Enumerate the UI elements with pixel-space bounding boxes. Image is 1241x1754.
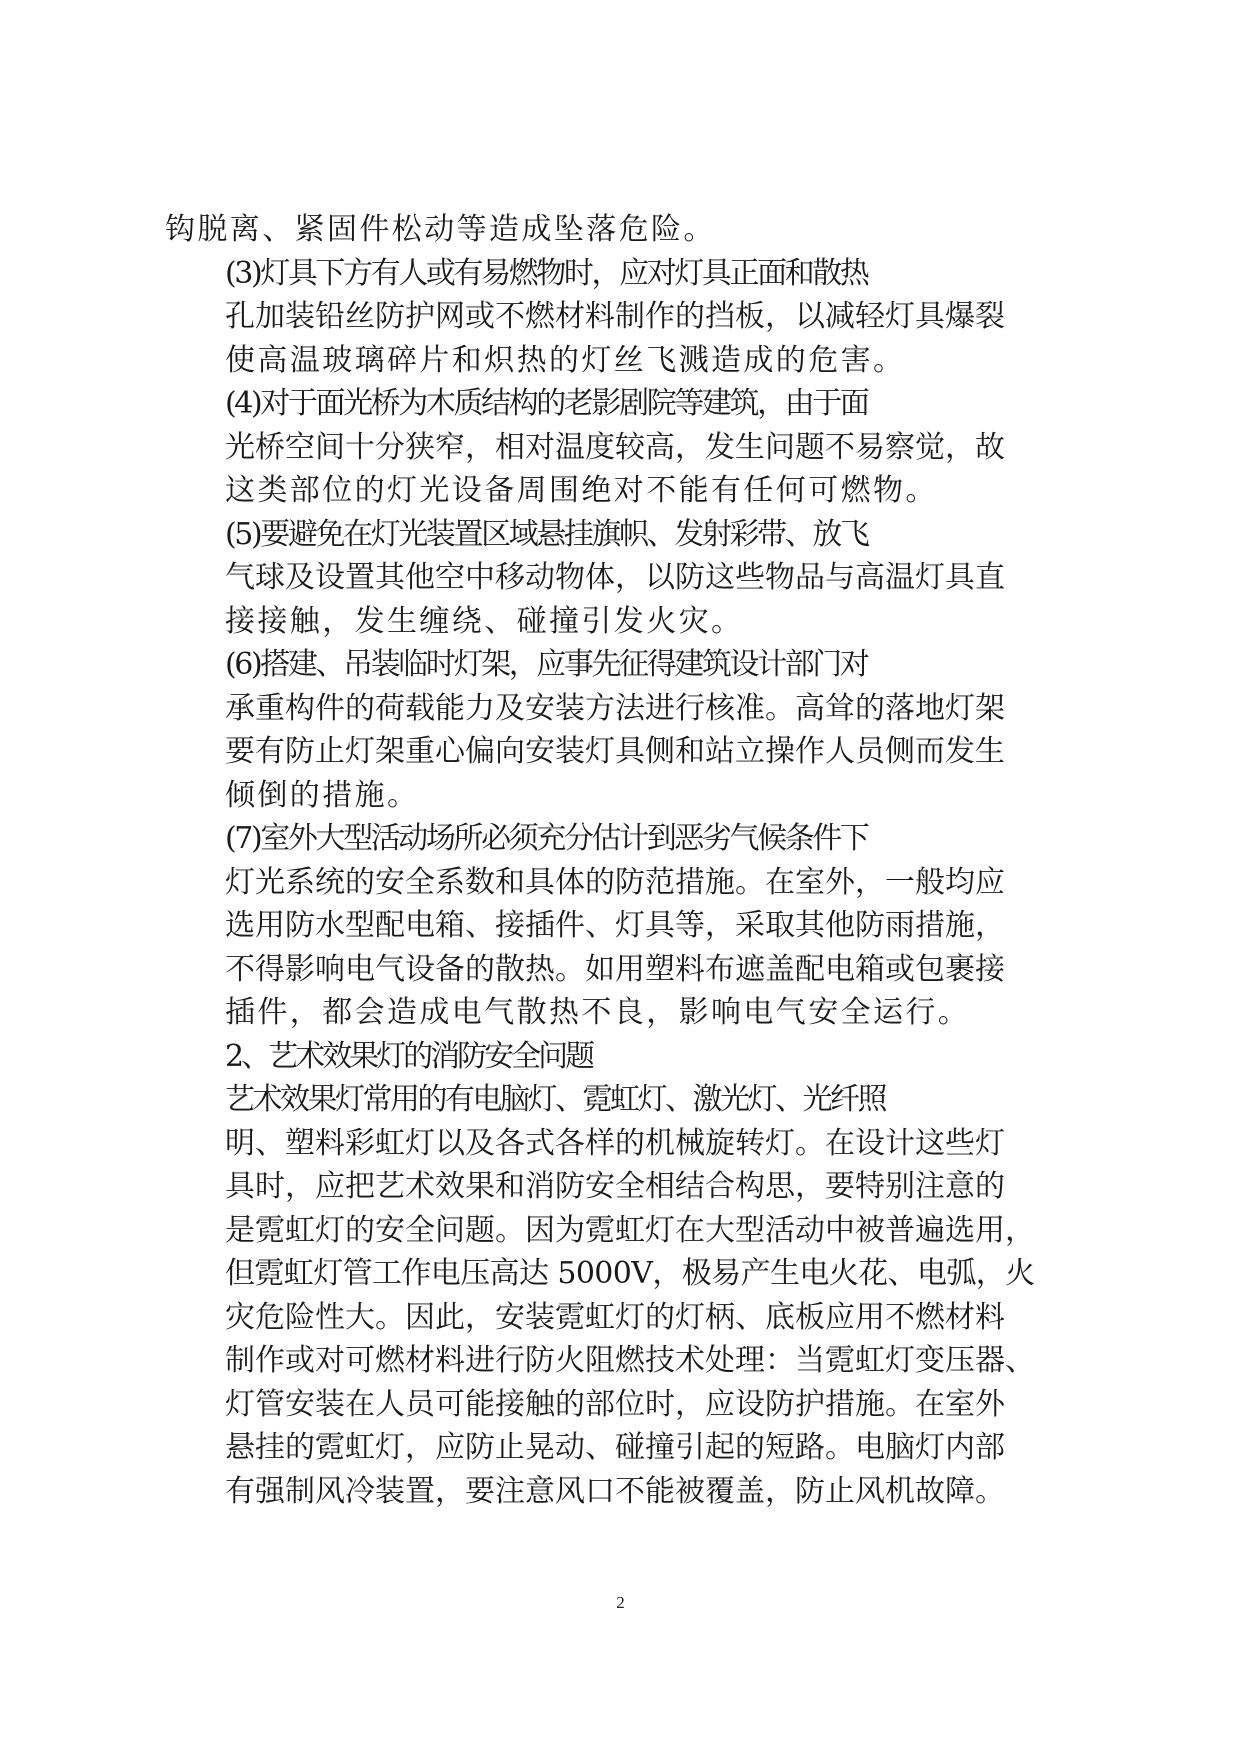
text-line: 倾倒的措施。 (225, 777, 420, 813)
text-line: 插件，都会造成电气散热不良，影响电气安全运行。 (225, 995, 971, 1030)
text-line: 承重构件的荷载能力及安装方法进行核准。高耸的落地灯架 (225, 690, 1005, 726)
text-line: 气球及设置其他空中移动物体，以防这些物品与高温灯具直 (225, 560, 1005, 595)
text-line: (3)灯具下方有人或有易燃物时，应对灯具正面和散热 (225, 255, 868, 291)
text-line: (7)室外大型活动场所必须充分估计到恶劣气候条件下 (225, 821, 868, 856)
paragraph (165, 817, 1035, 1035)
text-line: 制作或对可燃材料进行防火阻燃技术处理：当霓虹灯变压器、 (225, 1343, 1035, 1378)
text-line: (5)要避免在灯光装置区域悬挂旗帜、发射彩带、放飞 (225, 516, 868, 552)
paragraph (165, 208, 1035, 252)
text-line: 选用防水型配电箱、接插件、灯具等，采取其他防雨措施， (225, 908, 1005, 943)
page-number: 2 (616, 1593, 625, 1612)
text-line: 具时，应把艺术效果和消防安全相结合构思，要特别注意的 (225, 1169, 1005, 1204)
text-line: 悬挂的霓虹灯，应防止晃动、碰撞引起的短路。电脑灯内部 (225, 1430, 1005, 1465)
text-line: 明、塑料彩虹灯以及各式各样的机械旋转灯。在设计这些灯 (225, 1125, 1005, 1161)
text-line: 钩脱离、紧固件松动等造成坠落危险。 (165, 212, 716, 247)
text-line: 有强制风冷装置，要注意风口不能被覆盖，防止风机故障。 (225, 1473, 1005, 1509)
text-line: 光桥空间十分狭窄，相对温度较高，发生问题不易察觉，故 (225, 429, 1005, 465)
text-line: 但霓虹灯管工作电压高达 5000V，极易产生电火花、电弧，火 (225, 1256, 1035, 1291)
paragraph (165, 513, 1035, 644)
text-line: 灯光系统的安全系数和具体的防范措施。在室外，一般均应 (225, 864, 1005, 900)
paragraph (165, 382, 1035, 513)
paragraph (165, 1078, 1035, 1513)
text-line: 艺术效果灯常用的有电脑灯、霓虹灯、激光灯、光纤照 (225, 1082, 885, 1117)
paragraph (165, 252, 1035, 383)
text-line: 孔加装铅丝防护网或不燃材料制作的挡板，以减轻灯具爆裂 (225, 299, 1005, 334)
text-line: 这类部位的灯光设备周围绝对不能有任何可燃物。 (225, 473, 938, 508)
text-line: 是霓虹灯的安全问题。因为霓虹灯在大型活动中被普遍选用， (225, 1212, 1035, 1248)
text-line: (4)对于面光桥为木质结构的老影剧院等建筑，由于面 (225, 386, 868, 421)
text-line: 要有防止灯架重心偏向安装灯具侧和站立操作人员侧而发生 (225, 734, 1005, 769)
text-line: 灯管安装在人员可能接触的部位时，应设防护措施。在室外 (225, 1386, 1005, 1422)
body-text (165, 208, 1035, 1513)
text-line: 使高温玻璃碎片和炽热的灯丝飞溅造成的危害。 (225, 342, 906, 378)
paragraph (165, 1035, 1035, 1079)
text-line: 接接触，发生缠绕、碰撞引发火灾。 (225, 603, 744, 639)
text-line: (6)搭建、吊装临时灯架，应事先征得建筑设计部门对 (225, 647, 868, 682)
text-line: 2、艺术效果灯的消防安全问题 (225, 1038, 593, 1074)
text-line: 不得影响电气设备的散热。如用塑料布遮盖配电箱或包裹接 (225, 951, 1005, 987)
text-line: 灾危险性大。因此，安装霓虹灯的灯柄、底板应用不燃材料 (225, 1299, 1005, 1335)
paragraph (165, 643, 1035, 817)
